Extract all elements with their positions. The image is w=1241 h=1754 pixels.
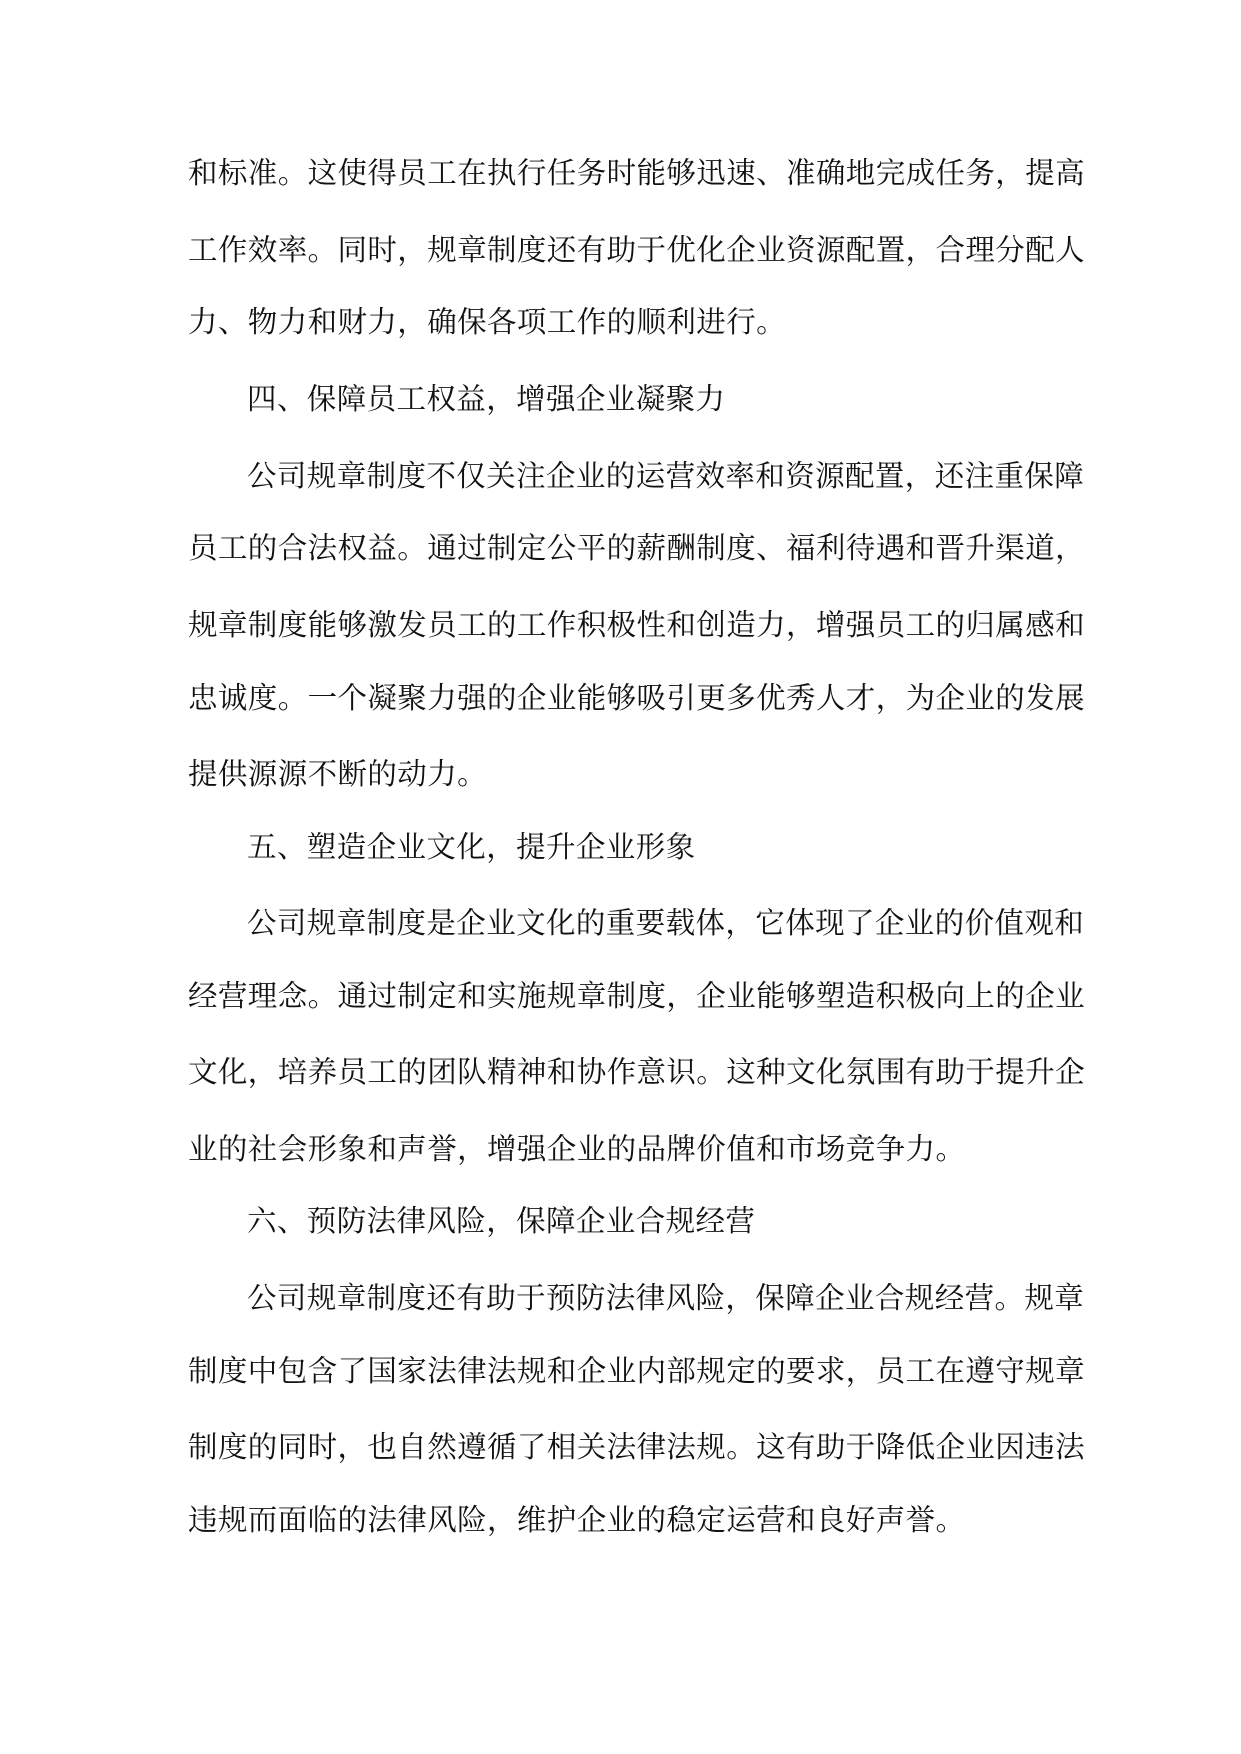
- paragraph-line: 公司规章制度还有助于预防法律风险，保障企业合规经营。规章: [247, 1281, 1085, 1315]
- paragraph-line: 违规而面临的法律风险，维护企业的稳定运营和良好声誉。: [188, 1503, 966, 1537]
- paragraph-line: 制度的同时，也自然遵循了相关法律法规。这有助于降低企业因违法: [188, 1430, 1086, 1464]
- paragraph-line: 公司规章制度是企业文化的重要载体，它体现了企业的价值观和: [247, 906, 1085, 940]
- paragraph-line: 公司规章制度不仅关注企业的运营效率和资源配置，还注重保障: [247, 459, 1085, 493]
- paragraph-line: 工作效率。同时，规章制度还有助于优化企业资源配置，合理分配人: [188, 233, 1086, 267]
- section-heading: 五、塑造企业文化，提升企业形象: [247, 830, 696, 864]
- paragraph-line: 制度中包含了国家法律法规和企业内部规定的要求，员工在遵守规章: [188, 1354, 1086, 1388]
- section-heading: 四、保障员工权益，增强企业凝聚力: [247, 382, 726, 416]
- paragraph-line: 经营理念。通过制定和实施规章制度，企业能够塑造积极向上的企业: [188, 979, 1086, 1013]
- paragraph-line: 业的社会形象和声誉，增强企业的品牌价值和市场竞争力。: [188, 1132, 966, 1166]
- section-heading: 六、预防法律风险，保障企业合规经营: [247, 1204, 756, 1238]
- paragraph-line: 和标准。这使得员工在执行任务时能够迅速、准确地完成任务，提高: [188, 156, 1086, 190]
- paragraph-line: 规章制度能够激发员工的工作积极性和创造力，增强员工的归属感和: [188, 608, 1086, 642]
- paragraph-line: 忠诚度。一个凝聚力强的企业能够吸引更多优秀人才，为企业的发展: [188, 681, 1086, 715]
- paragraph-line: 提供源源不断的动力。: [188, 757, 488, 791]
- paragraph-line: 文化，培养员工的团队精神和协作意识。这种文化氛围有助于提升企: [188, 1055, 1086, 1089]
- paragraph-line: 员工的合法权益。通过制定公平的薪酬制度、福利待遇和晋升渠道，: [188, 531, 1086, 565]
- paragraph-line: 力、物力和财力，确保各项工作的顺利进行。: [188, 305, 787, 339]
